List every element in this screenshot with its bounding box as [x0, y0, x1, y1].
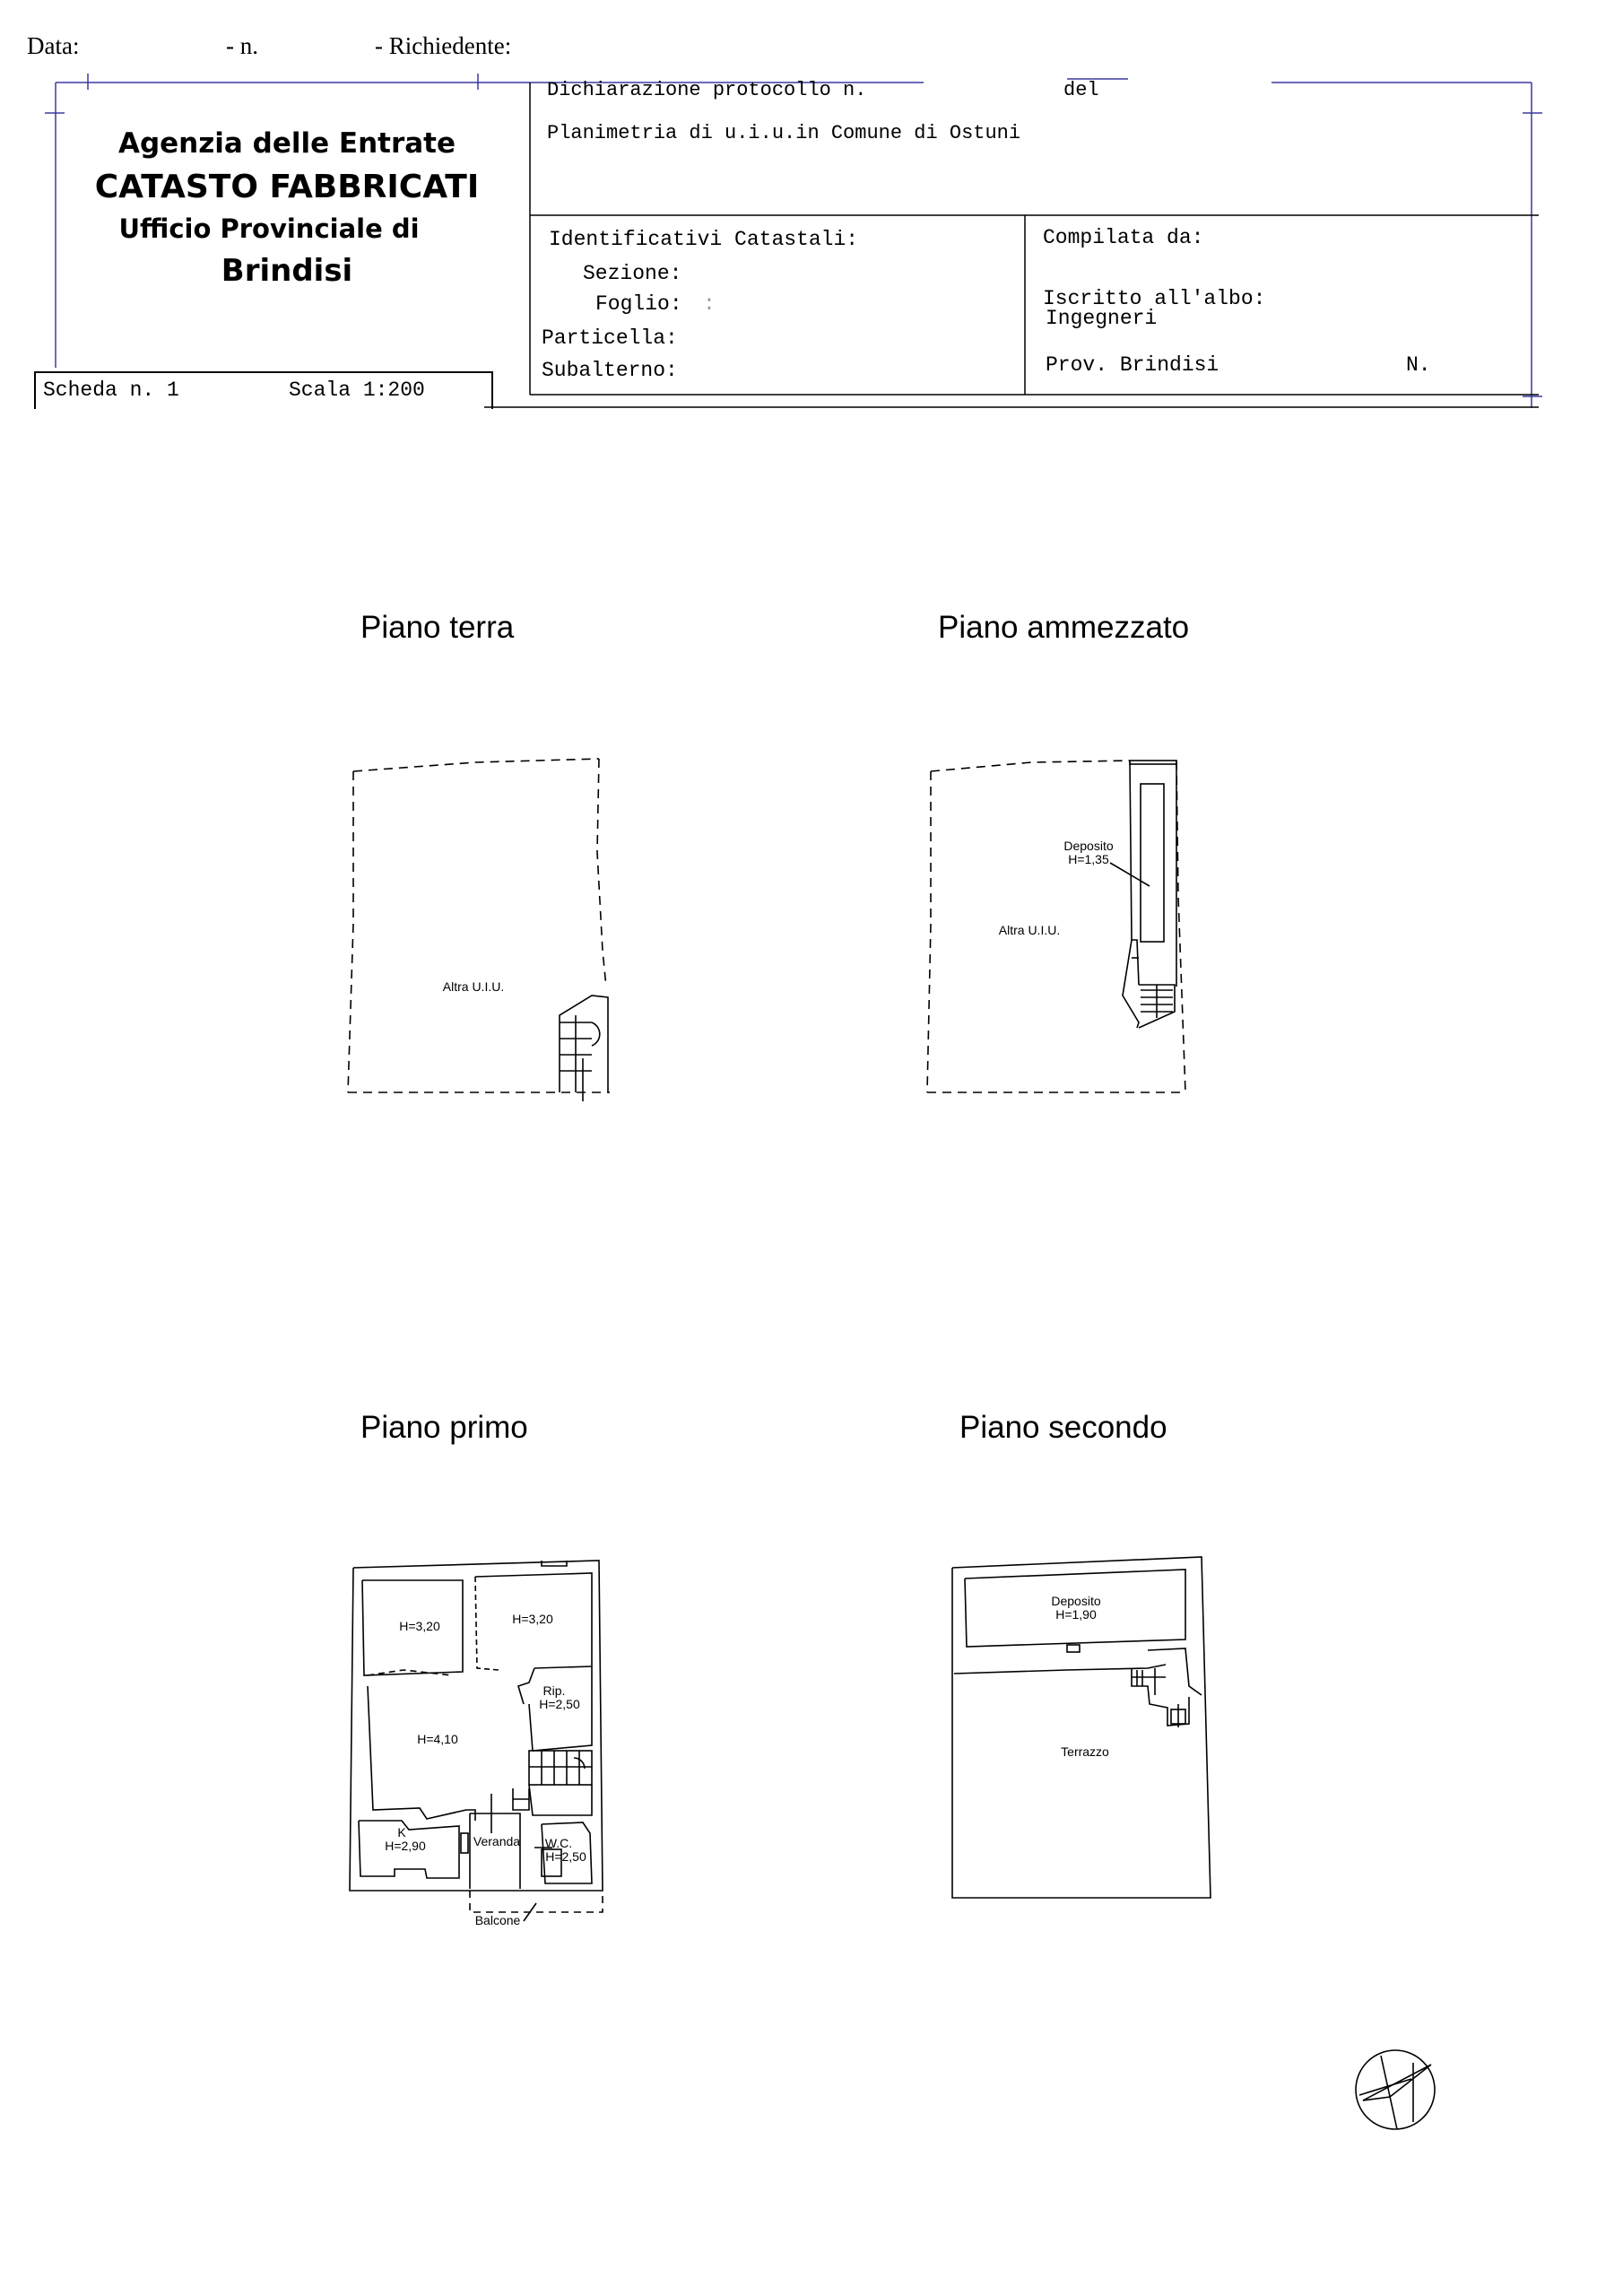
prov-label: Prov. Brindisi [1046, 353, 1219, 377]
agency-line4: Brindisi [221, 253, 353, 289]
subalterno-label: Subalterno: [542, 359, 678, 382]
identificativi-title: Identificativi Catastali: [549, 228, 859, 251]
secondo-terrazzo-label: Terrazzo [1061, 1744, 1109, 1759]
iscritto-label: Iscritto all'albo: [1043, 287, 1266, 310]
albo-value: Ingegneri [1046, 307, 1158, 330]
agency-line2: CATASTO FABBRICATI [94, 169, 480, 205]
primo-room2-height: H=3,20 [512, 1612, 553, 1626]
particella-label: Particella: [542, 326, 678, 350]
scheda-label: Scheda n. 1 [43, 378, 179, 402]
number-n-label: N. [1406, 353, 1431, 377]
piano-ammezzato-title: Piano ammezzato [938, 610, 1190, 645]
secondo-deposito-label: Deposito [1051, 1594, 1101, 1608]
piano-terra-title: Piano terra [360, 610, 515, 645]
agency-line1: Agenzia delle Entrate [117, 127, 456, 160]
primo-rip-height: H=2,50 [539, 1697, 580, 1711]
protocol-label: Dichiarazione protocollo n. [547, 79, 867, 101]
sezione-label: Sezione: [583, 262, 682, 285]
foglio-label: Foglio: [595, 292, 682, 316]
data-label: Data: [27, 32, 80, 59]
primo-wc-label: W.C. [544, 1836, 573, 1850]
terra-altra-uiu-label: Altra U.I.U. [442, 979, 505, 994]
del-label: del [1063, 79, 1099, 101]
primo-room1-height: H=3,20 [399, 1619, 440, 1633]
piano-secondo-title: Piano secondo [959, 1410, 1167, 1445]
secondo-deposito-height: H=1,90 [1055, 1607, 1097, 1622]
compilata-title: Compilata da: [1043, 226, 1204, 249]
scala-label: Scala 1:200 [289, 378, 425, 402]
ammezzato-deposito-height: H=1,35 [1068, 852, 1109, 866]
planimetria-label: Planimetria di u.i.u.in Comune di Ostuni [547, 122, 1021, 144]
primo-kitchen-label: K [397, 1825, 406, 1839]
piano-primo-title: Piano primo [360, 1410, 528, 1445]
foglio-value: : [703, 292, 716, 316]
primo-balcone-label: Balcone [474, 1913, 521, 1927]
ammezzato-altra-uiu-label: Altra U.I.U. [998, 923, 1061, 937]
primo-veranda-label: Veranda [473, 1834, 521, 1848]
primo-rip-label: Rip. [542, 1683, 566, 1698]
number-label: - n. [226, 32, 258, 59]
ammezzato-deposito-label: Deposito [1063, 839, 1114, 853]
primo-main-height: H=4,10 [417, 1732, 458, 1746]
primo-wc-height: H=2,50 [545, 1849, 586, 1864]
primo-kitchen-height: H=2,90 [385, 1839, 426, 1853]
north-arrow-icon [1356, 2050, 1435, 2129]
richiedente-label: - Richiedente: [375, 32, 512, 59]
piano-terra-plan [348, 759, 610, 1101]
agency-line3: Ufficio Provinciale di [118, 213, 420, 244]
